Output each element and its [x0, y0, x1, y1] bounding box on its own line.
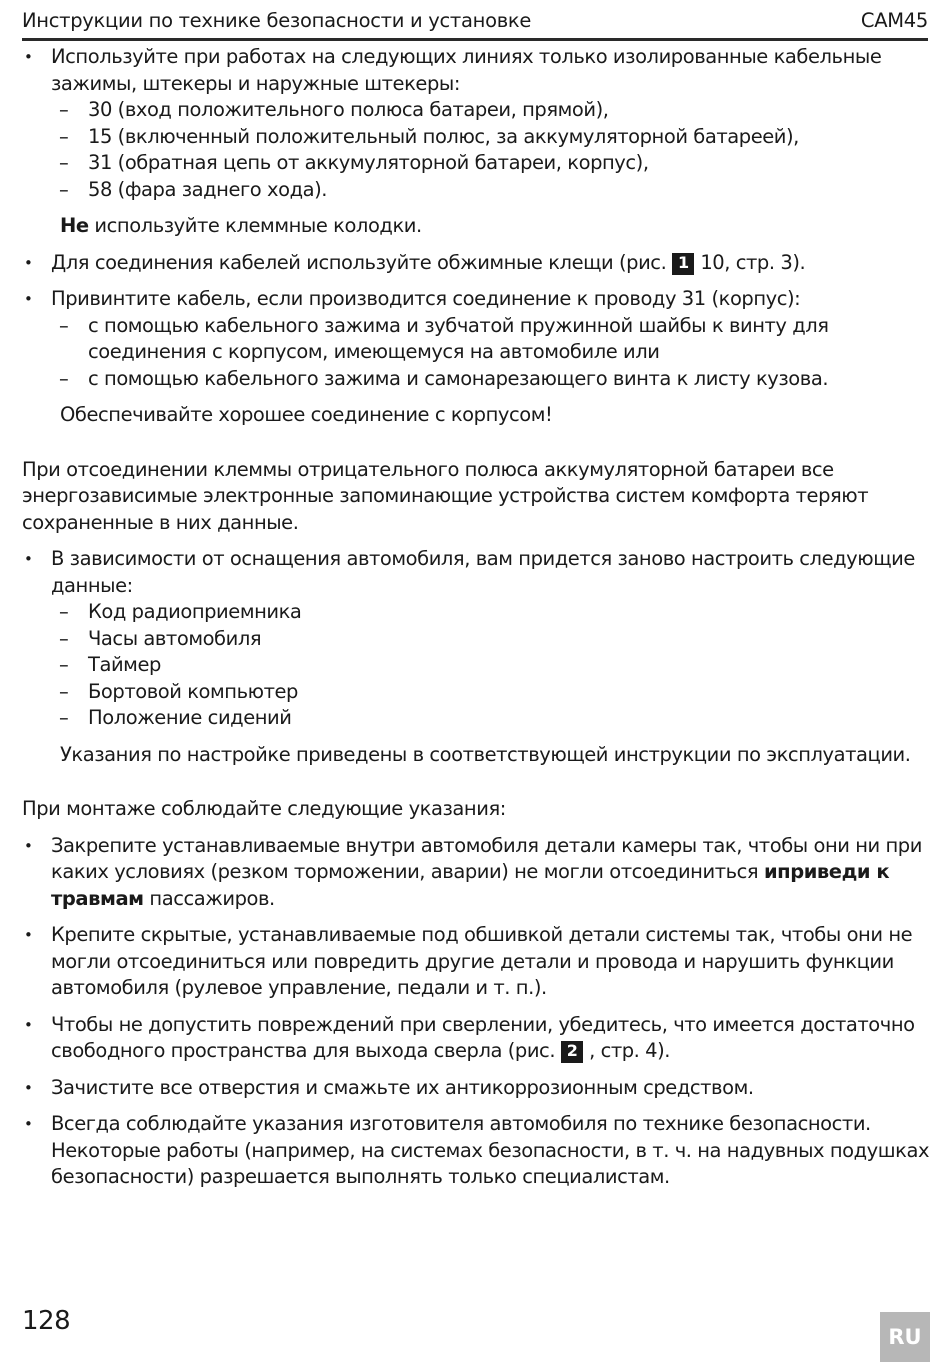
list-item-line-30: – 30 (вход положительного полюса батареи, прямой), [22, 97, 930, 124]
bullet-text-end: , стр. 4). [589, 1039, 671, 1062]
bullet-drilling [22, 1012, 930, 1065]
list-item-line-58: – 58 (фара заднего хода). [22, 177, 930, 204]
paragraph-battery-disconnect: При отсоединении клеммы отрицательного полюса аккумуляторной батареи все энергозависимые электронные запоминающие устройства систем комфорта теряют сохраненные в них данные. [22, 457, 869, 534]
note-text: используйте клеммные колодки. [88, 214, 422, 237]
bullet-text-end: 10, стр. 3). [700, 250, 806, 274]
figure-badge-1: 1 [672, 253, 694, 275]
list-item-ground-screw: – с помощью кабельного зажима и зубчатой пружинной шайбы к винту для соединения с корпусом, имеющемуся на автомобиле или [22, 313, 930, 366]
bullet-anticorrosion: • Зачистите все отверстия и смажьте их антикоррозионным средством. [22, 1075, 930, 1102]
paragraph-mounting-intro: При монтаже соблюдайте следующие указания: [22, 797, 506, 820]
list-item-clock: – Часы автомобиля [22, 626, 930, 653]
note-terminal-blocks [22, 213, 930, 240]
list-item-line-31: – 31 (обратная цепь от аккумуляторной батареи, корпус), [22, 150, 930, 177]
bullet-crimping-pliers [22, 250, 930, 277]
header-title: Инструкции по технике безопасности и установке [22, 9, 532, 32]
list-item-trip-computer: – Бортовой компьютер [22, 679, 930, 706]
bullet-safety-instructions: • Всегда соблюдайте указания изготовителя автомобиля по технике безопасности. Некоторые работы (например, на системах безопасности, в т. ч. на надувных подушках безопасности) разрешается выполнять только специалистам. [22, 1111, 930, 1191]
list-item-self-tapping-screw: – с помощью кабельного зажима и самонарезающего винта к листу кузова. [22, 366, 930, 393]
note-good-ground: Обеспечивайте хорошее соединение с корпусом! [60, 403, 553, 426]
bullet-text: Чтобы не допустить повреждений при сверлении, убедитесь, что имеется достаточно свободного пространства для выхода сверла (рис. [51, 1012, 915, 1062]
page-header [22, 8, 928, 38]
list-item-line-15: – 15 (включенный положительный полюс, за аккумуляторной батареей), [22, 124, 930, 151]
bullet-emphasis: иприведи к травмам [51, 860, 890, 910]
language-badge: RU [880, 1312, 930, 1362]
list-item-radio-code: – Код радиоприемника [22, 599, 930, 626]
bullet-reconfigure-data: • В зависимости от оснащения автомобиля, вам придется заново настроить следующие данные: [22, 546, 930, 599]
bullet-text: Закрепите устанавливаемые внутри автомобиля детали камеры так, чтобы они ни при каких условиях (резком торможении, аварии) не могли отсоединиться [51, 833, 922, 883]
bullet-text-end: пассажиров. [143, 886, 275, 910]
list-item-seat-position: – Положение сидений [22, 705, 930, 732]
header-divider [22, 38, 928, 41]
bullet-hidden-parts: • Крепите скрытые, устанавливаемые под обшивкой детали системы так, чтобы они не могли отсоединиться или повредить другие детали и провода и нарушить функции автомобиля (рулевое управление, педали и т. п.). [22, 922, 930, 1002]
bullet-screw-cable: • Привинтите кабель, если производится соединение к проводу 31 (корпус): [22, 286, 930, 313]
bullet-insulated-connectors: • Используйте при работах на следующих линиях только изолированные кабельные зажимы, штекеры и наружные штекеры: [22, 44, 930, 97]
bullet-text: Для соединения кабелей используйте обжимные клещи (рис. [51, 250, 667, 274]
note-emphasis: Не [60, 214, 89, 237]
bullet-secure-parts [22, 833, 930, 913]
model-name: CAM45 [860, 9, 928, 32]
page-number: 128 [22, 1306, 71, 1336]
note-settings-manual: Указания по настройке приведены в соответствующей инструкции по эксплуатации. [60, 742, 911, 766]
figure-badge-2: 2 [561, 1041, 583, 1063]
page-body [22, 44, 930, 1191]
list-item-timer: – Таймер [22, 652, 930, 679]
